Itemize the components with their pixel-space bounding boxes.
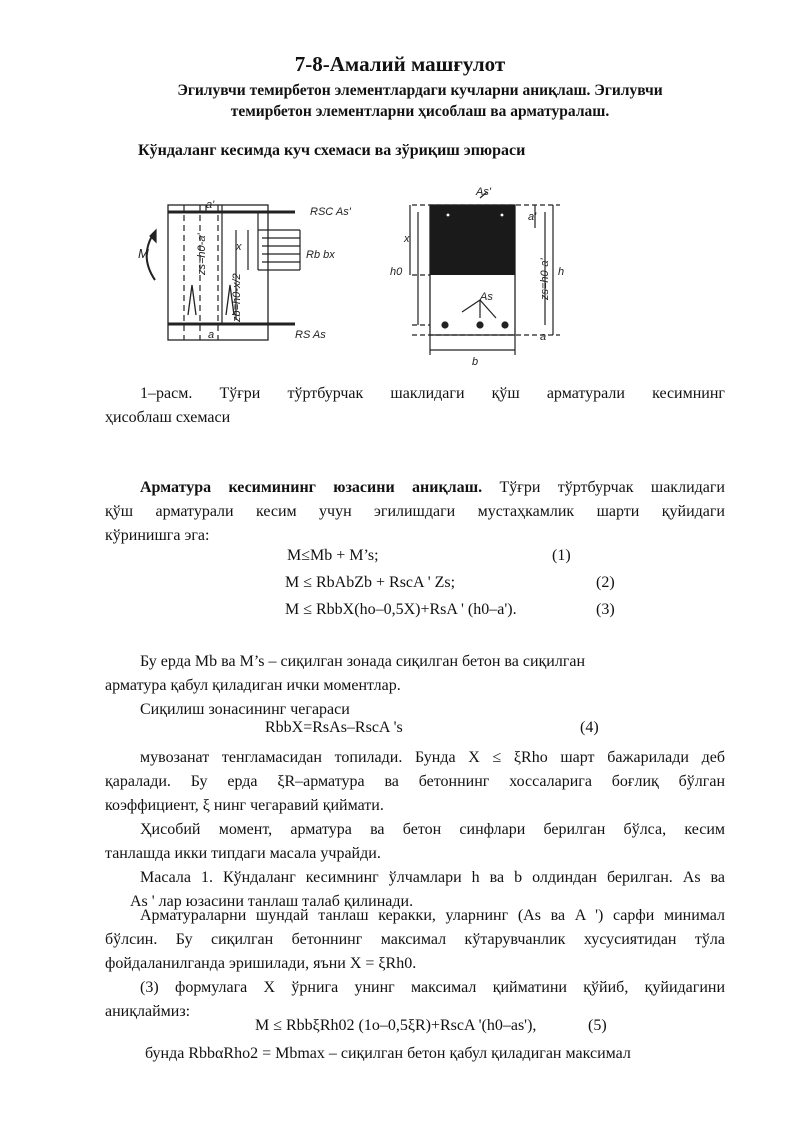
equation-3-number: (3) <box>596 601 615 618</box>
label-zs-section: zs=h0-a' <box>539 258 551 300</box>
label-rsc-as: RSC As' <box>310 206 351 218</box>
label-a: a <box>208 329 215 341</box>
label-h: h <box>558 266 565 278</box>
subtitle-line: темирбетон элементларни ҳисоблаш ва арматуралаш. <box>230 103 610 120</box>
label-zs: zs=h0-a' <box>196 233 208 275</box>
section-heading: Кўндаланг кесимда куч схемаси ва зўриқиш эпюраси <box>138 142 526 159</box>
label-a-section: a <box>540 331 547 343</box>
equation-2-number: (2) <box>596 574 615 591</box>
cross-section-diagram <box>410 192 560 355</box>
side-view-diagram <box>147 205 300 340</box>
label-a-prime-section: a' <box>528 211 537 223</box>
equation-4: RbbX=RsAs–RscA 's <box>265 719 403 736</box>
paragraph-minimal: Арматураларни шундай танлаш керакки, уларнинг (As ва A ') сарфи минимал бўлсин. Бу сиқилган бетоннинг максимал кўтарувчанлик хусусиятидан тўла фойдаланилганда эришилади, яъни X = ξRh0. (3) формулага X ўрнига унинг максимал қийматини қўйиб, қуйидагини аниқлаймиз: <box>105 907 725 1020</box>
equation-3: M ≤ RbbX(ho–0,5X)+RsA ' (h0–a'). <box>285 601 517 618</box>
label-m: M <box>138 246 149 261</box>
label-rs-as: RS As <box>295 329 326 341</box>
label-as-prime: As' <box>476 186 491 198</box>
equation-5-number: (5) <box>588 1017 607 1034</box>
caption-line: ҳисоблаш схемаси <box>105 409 231 426</box>
page-title: 7-8-Амалий машғулот <box>294 52 506 76</box>
label-h0: h0 <box>390 266 403 278</box>
paragraph-equilibrium: мувозанат тенгламасидан топилади. Бунда X ≤ ξRho шарт бажарилади деб қаралади. Бу ерда ξR–арматура ва бетоннинг хоссаларига боғлиқ бўлган коэффициент, ξ нинг чегаравий қиймати. Ҳисобий момент, арматура ва бетон синфлари берилган бўлса, кесим танлашда икки типдаги масала учрайди. Масала 1. Кўндаланг кесимнинг ўлчамлари h ва b олдиндан берилган. As ва As ' лар юзасини танлаш талаб қилинади. <box>105 749 725 910</box>
caption-line: 1–расм. Тўғри тўртбурчак шаклидаги қўш арматурали кесимнинг <box>140 385 725 402</box>
equation-5: M ≤ RbbξRh02 (1o–0,5ξR)+RscA '(h0–as'), <box>255 1017 537 1034</box>
paragraph-intro: Арматура кесимининг юзасини аниқлаш. Тўғри тўртбурчак шаклидаги қўш арматурали кесим учун эгилишдаги мустаҳкамлик шарти қуйидаги кўринишга эга: <box>105 479 725 544</box>
label-rb-bx: Rb bx <box>306 249 335 261</box>
paragraph-moments: Бу ерда Mb ва M’s – сиқилган зонада сиқилган бетон ва сиқилган арматура қабул қиладиган ички моментлар. Сиқилиш зонасининг чегараси <box>105 653 586 718</box>
label-a-prime: a' <box>206 199 215 211</box>
equation-1: M≤Mb + M’s; <box>287 547 379 564</box>
equation-2: M ≤ RbAbZb + RscA ' Zs; <box>285 574 456 591</box>
label-x-section: x <box>404 233 410 245</box>
subtitle-line: Эгилувчи темирбетон элементлардаги кучларни аниқлаш. Эгилувчи <box>177 82 663 99</box>
label-b: b <box>472 356 479 368</box>
label-x: x <box>236 241 242 253</box>
bold-lead: Арматура кесимининг юзасини аниқлаш. <box>140 479 483 496</box>
equation-4-number: (4) <box>580 719 599 736</box>
equation-1-number: (1) <box>552 547 571 564</box>
label-as: As <box>480 291 493 303</box>
figure-caption <box>105 382 725 430</box>
label-zb: zb=h0-x/2 <box>231 273 243 322</box>
paragraph-max-moment: бунда RbbαRho2 = Mbmax – сиқилган бетон қабул қиладиган максимал <box>145 1045 631 1062</box>
